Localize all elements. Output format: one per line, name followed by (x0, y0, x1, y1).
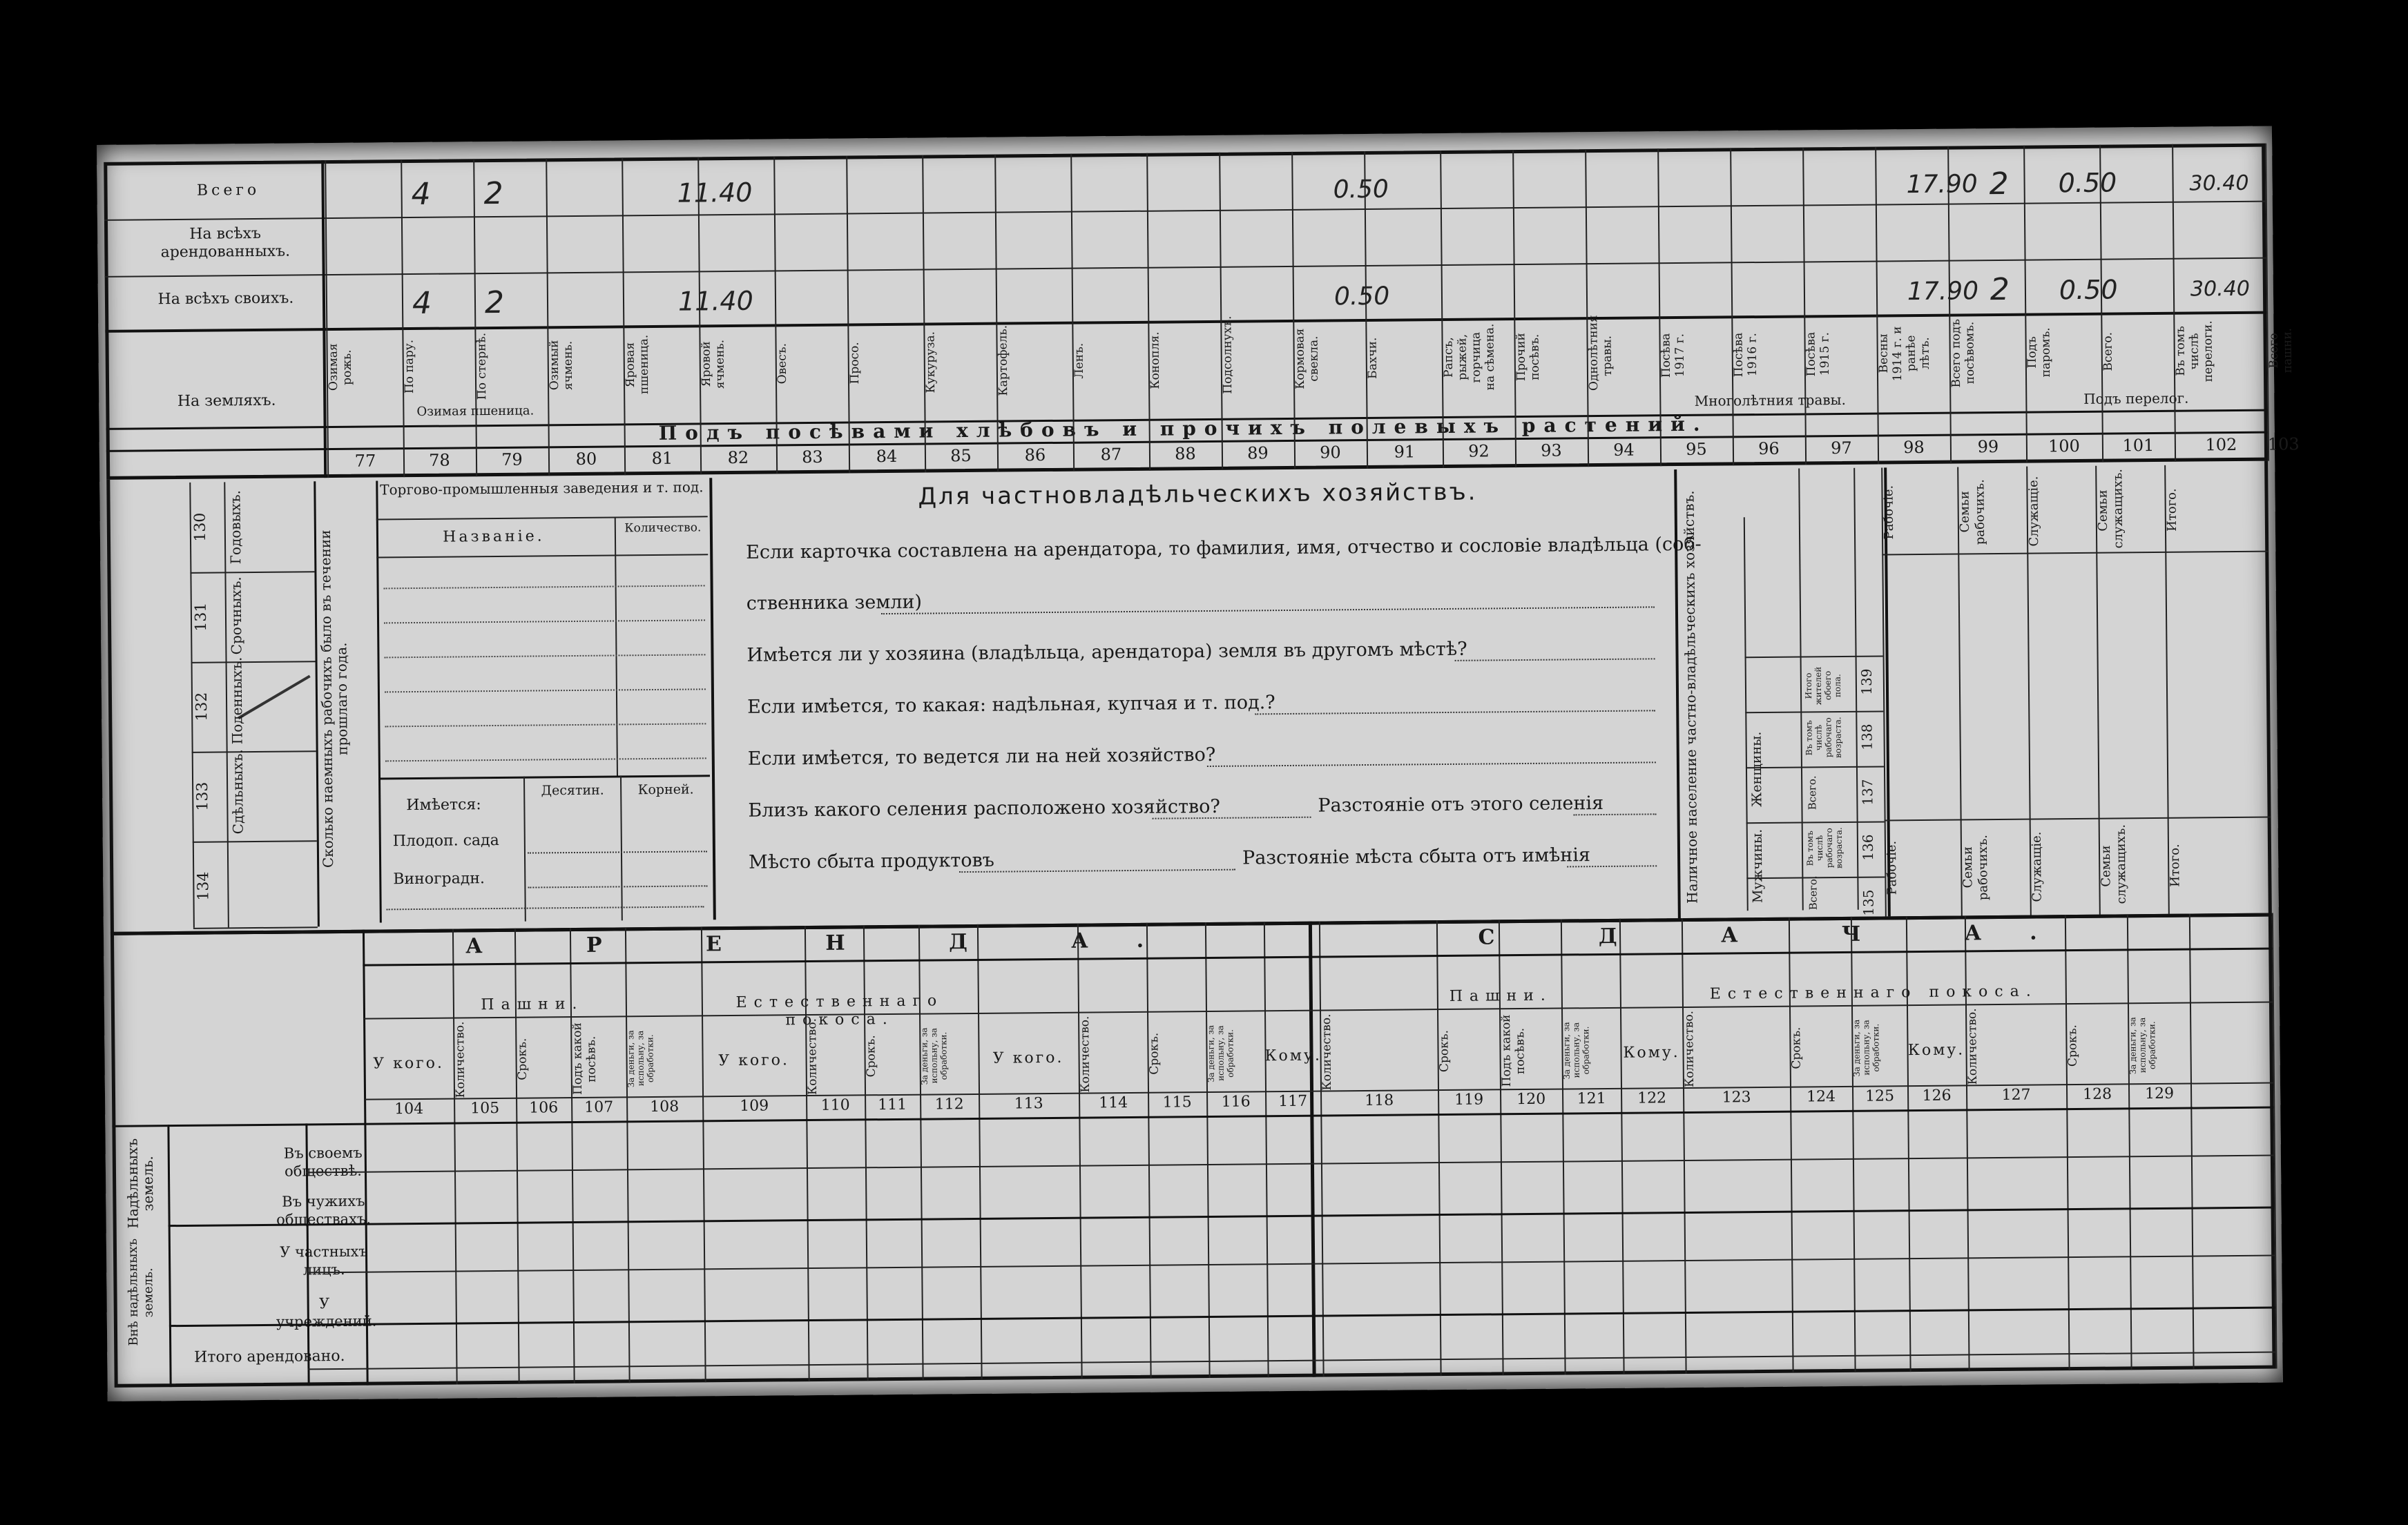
lease-col-number: 125 (1865, 1087, 1895, 1105)
column-number: 86 (1024, 445, 1046, 465)
worker-header-bottom: Семьи рабочихъ. (1960, 834, 1991, 900)
entry-own-sown: 17.90 (1907, 277, 1979, 307)
lease-col-number: 107 (584, 1098, 614, 1116)
crop-column-header: Подъ паромъ. (2025, 327, 2054, 378)
lease-col-header: Количество. (1078, 1016, 1093, 1093)
hired-workers-block (97, 126, 2272, 145)
entry-own-barley: 11.40 (677, 285, 753, 317)
column-number: 90 (1320, 443, 1341, 463)
lease-col-header: Подъ какой посѣвъ. (570, 1022, 599, 1096)
crop-column-header: Подсолнухъ. (1220, 315, 1235, 394)
worker-header-top: Итого. (2164, 488, 2180, 532)
column-number: 92 (1468, 441, 1490, 461)
nadel-label: Надѣльныхъ земель. (124, 1138, 157, 1229)
lease-row-institutions: У учреждений. (276, 1295, 377, 1330)
lease-col-number: 121 (1577, 1089, 1606, 1108)
lease-col-number: 111 (878, 1096, 907, 1114)
lease-col-header: Срокъ. (864, 1035, 878, 1078)
trade-name-header: Названіе. (443, 527, 545, 546)
worker-header-bottom: Служащіе. (2029, 831, 2045, 902)
form-q6b: Разстояніе мѣста сбыта отъ имѣнія (1242, 844, 1591, 869)
lease-col-number: 106 (529, 1099, 559, 1117)
vne-label: Внѣ надѣльныхъ земель. (125, 1239, 156, 1347)
column-number: 77 (354, 451, 376, 471)
group-winter-wheat: Озимая пшеница. (416, 403, 534, 419)
trade-title: Торгово-промышленныя заведения и т. под. (380, 478, 704, 498)
entry-total-barley: 11.40 (677, 177, 753, 208)
entry-total-arable: 30.40 (2189, 171, 2249, 196)
entry-own-fallow: 2 (1990, 271, 2010, 308)
garden-roots: Корней. (637, 781, 694, 798)
form-q5b: Разстояніе отъ этого селенія (1318, 792, 1604, 817)
lease-col-header: Кому. (1907, 1041, 1965, 1060)
hired-number: 130 (191, 512, 210, 542)
lease-col-number: 112 (934, 1096, 964, 1114)
hired-label: Годовыхъ. (227, 489, 244, 564)
lease-group-header: Пашни. (1449, 987, 1552, 1005)
column-number: 95 (1686, 439, 1707, 459)
worker-header-bottom: Рабочіе. (1884, 840, 1900, 895)
pop-total-label: Всего. (1807, 875, 1820, 911)
lease-col-number: 124 (1807, 1088, 1836, 1106)
entry-total-perelog: 0.50 (2058, 167, 2117, 199)
column-number: 81 (651, 448, 673, 469)
crop-column-header: Кормовая свекла. (1293, 328, 1322, 389)
lease-col-header: Срокъ. (515, 1038, 530, 1081)
column-number: 89 (1247, 443, 1269, 463)
hired-number: 134 (195, 871, 213, 901)
lease-col-header: У кого. (373, 1054, 445, 1073)
lease-col-header: Количество. (453, 1021, 468, 1098)
row-header-lands: На земляхъ. (177, 391, 276, 410)
worker-header-top: Семьи рабочихъ. (1957, 478, 1988, 545)
crop-column-header: Озимая рожь. (326, 343, 355, 391)
column-number: 78 (429, 450, 450, 470)
lease-col-number: 127 (2001, 1086, 2031, 1104)
hired-label: Срочныхъ. (227, 576, 245, 655)
lease-col-number: 126 (1922, 1087, 1952, 1105)
row-label-own: На всѣхъ своихъ. (157, 289, 294, 309)
lease-col-header: За деньги, за испольну, за обработки. (626, 1029, 655, 1087)
group-fallow: Подъ перелог. (2083, 389, 2189, 407)
column-number: 84 (876, 446, 898, 467)
crop-column-header: Озимый ячмень. (547, 340, 576, 391)
crop-column-header: Ленъ. (1072, 342, 1087, 379)
column-number: 98 (1903, 437, 1925, 458)
entry-total-fallow: 2 (1989, 166, 2009, 202)
arenda-title: А Р Е Н Д А. (465, 928, 1193, 959)
lease-col-number: 129 (2145, 1085, 2175, 1103)
form-q1a: Если карточка составлена на арендатора, то фамилия, имя, отчество и сословіе владѣльца (соб- (746, 533, 1702, 563)
pop-number: 139 (1858, 668, 1876, 695)
lease-col-number: 120 (1516, 1090, 1546, 1109)
lease-col-number: 115 (1162, 1094, 1192, 1111)
lease-col-header: Кому. (1264, 1047, 1322, 1065)
crop-column-header: Овесъ. (775, 342, 790, 385)
worker-header-bottom: Итого. (2167, 844, 2183, 888)
lease-col-header: Подъ какой посѣвъ. (1499, 1014, 1528, 1087)
lease-col-number: 113 (1014, 1095, 1043, 1113)
lease-col-number: 118 (1365, 1091, 1394, 1110)
crop-column-header: Бахчи. (1365, 337, 1380, 380)
lease-col-header: Количество. (1965, 1008, 1980, 1085)
crop-column-header: Однолѣтния травы. (1586, 315, 1615, 391)
pop-number: 135 (1860, 889, 1877, 916)
lease-col-number: 123 (1722, 1089, 1751, 1107)
form-q3: Если имѣется, то какая: надѣльная, купчая и т. под.? (747, 692, 1275, 718)
entry-own-melons: 0.50 (1333, 282, 1390, 311)
crop-column-header: Кукуруза. (923, 331, 938, 394)
column-number: 80 (575, 449, 597, 469)
entry-total-rye-fallow: 4 (411, 176, 431, 213)
lease-col-header: Срокъ. (1437, 1030, 1452, 1073)
workers-block (97, 126, 2272, 145)
pop-working-label: Въ томъ числѣ рабочаго возраста. (1804, 827, 1844, 868)
garden-desyat: Десятин. (541, 782, 604, 799)
entry-own-rye-fallow: 4 (412, 285, 432, 322)
lease-col-number: 122 (1637, 1089, 1667, 1107)
trade-lines (97, 126, 2272, 145)
lease-col-header: Кому. (1623, 1044, 1680, 1062)
column-number: 88 (1175, 444, 1196, 464)
entry-own-arable: 30.40 (2190, 276, 2250, 302)
form-q2: Имѣется ли у хозяина (владѣльца, арендатора) земля въ другомъ мѣстѣ? (747, 638, 1467, 666)
column-number: 100 (2048, 436, 2080, 456)
census-card-sheet (97, 126, 2300, 1401)
form-title: Для частновладѣльческихъ хозяйствъ. (918, 478, 1478, 511)
lease-col-header: Срокъ. (2065, 1024, 2080, 1067)
worker-header-top: Рабочіе. (1881, 485, 1897, 540)
lease-row-own-society: Въ своемъ обществѣ. (283, 1144, 363, 1180)
entry-own-stubble: 2 (484, 284, 505, 321)
lease-col-number: 105 (470, 1099, 500, 1118)
lease-col-number: 104 (394, 1100, 424, 1118)
lease-col-number: 128 (2083, 1085, 2112, 1103)
crop-column-header: Прочий посѣвъ. (1514, 333, 1543, 382)
column-number: 79 (501, 449, 523, 469)
pop-working-label: Въ томъ числѣ рабочаго возраста. (1804, 717, 1843, 758)
crop-column-header: Весны 1914 г. и ранѣе лѣтъ. (1876, 326, 1932, 382)
crop-column-header: По стернѣ. (474, 332, 490, 400)
hired-number: 132 (193, 692, 211, 721)
lease-col-header: У кого. (718, 1051, 790, 1070)
lease-row-private: У частныхъ лицъ. (280, 1243, 368, 1279)
column-number: 82 (727, 447, 749, 468)
column-number: 93 (1541, 440, 1562, 460)
crop-columns (97, 126, 2272, 145)
worker-header-top: Служащіе. (2026, 476, 2042, 547)
column-number: 102 (2205, 434, 2237, 455)
pop-number: 136 (1859, 834, 1877, 861)
row-label-leased: На всѣхъ арендованныхъ. (160, 224, 291, 262)
pop-men-label: Мужчины. (1749, 828, 1766, 903)
sown-banner: Подъ посѣвами хлѣбовъ и прочихъ полевыхъ растений. (658, 412, 1708, 445)
lease-col-number: 110 (820, 1096, 850, 1114)
entry-own-perelog: 0.50 (2059, 274, 2118, 306)
sdacha-title: С Д А Ч А. (1478, 920, 2086, 950)
form-q4: Если имѣется, то ведется ли на ней хозяйство? (747, 744, 1216, 770)
garden-vineyard: Виноградн. (393, 870, 485, 888)
lease-col-header: У кого. (992, 1049, 1064, 1067)
crop-column-header: Всего подъ посѣвомъ. (1949, 318, 1978, 388)
population-grid (97, 126, 2272, 145)
crop-column-header: Конопля. (1148, 331, 1163, 389)
hired-number: 131 (192, 602, 211, 632)
crop-column-header: Всего. (2101, 332, 2115, 371)
lease-col-header: За деньги, за испольну, за обработки. (1206, 1024, 1235, 1082)
column-number: 101 (2122, 436, 2155, 456)
lease-group-header: Пашни. (481, 995, 584, 1014)
worker-header-bottom: Семьи служащихъ. (2098, 824, 2129, 904)
column-number: 96 (1758, 438, 1780, 459)
row-label-total: Всего (196, 181, 260, 200)
crop-column-header: Картофель. (996, 324, 1011, 396)
pop-number: 138 (1858, 723, 1876, 750)
form-q6: Мѣсто сбыта продуктовъ (748, 849, 995, 873)
hired-number: 133 (194, 781, 212, 811)
lease-col-header: За деньги, за испольну, за обработки. (2128, 1016, 2157, 1074)
lease-col-number: 119 (1454, 1091, 1484, 1109)
lease-col-header: Срокъ. (1789, 1027, 1804, 1070)
crop-column-header: Яровой ячмень. (699, 339, 728, 389)
crop-column-header: Всего пашни. (2266, 327, 2295, 373)
pop-total-label: Всего. (1806, 775, 1819, 810)
crop-column-header: Рапсъ, рыжей, горчица на сѣмена. (1441, 323, 1498, 391)
lease-col-header: За деньги, за испольну, за обработки. (1561, 1021, 1591, 1080)
lease-grid (97, 126, 2272, 145)
lease-col-header: Количество. (805, 1018, 820, 1096)
hired-label: Поденныхъ. (228, 657, 246, 745)
trade-qty-header: Количество. (624, 521, 702, 536)
worker-header-top: Семьи служащихъ. (2095, 468, 2126, 549)
crop-column-header: Въ томъ числѣ перелоги. (2173, 320, 2216, 382)
lease-col-header: Количество. (1682, 1010, 1697, 1088)
lease-group-header: Естественнаго покоса. (735, 992, 944, 1029)
crop-column-header: Посѣва 1916 г. (1731, 332, 1760, 378)
lease-col-number: 109 (740, 1097, 769, 1115)
lease-col-number: 108 (650, 1098, 680, 1116)
hired-question: Сколько наемныхъ рабочихъ было въ течении прошлаго года. (316, 530, 351, 868)
column-number: 85 (950, 445, 972, 466)
lease-col-header: Срокъ. (1147, 1033, 1162, 1076)
crop-column-header: По пару. (402, 339, 417, 394)
population-title: Наличное население частно-владѣльческихъ хозяйствъ. (1680, 490, 1701, 904)
lease-group-header: Естественнаго покоса. (1709, 982, 2038, 1003)
crop-column-header: Яровая пшеница. (623, 334, 652, 395)
column-number: 103 (2267, 434, 2300, 454)
garden-has: Имѣется: (406, 796, 481, 815)
lease-col-header: За деньги, за испольну, за обработки. (1851, 1019, 1881, 1077)
pop-number: 137 (1859, 779, 1876, 806)
lease-row-total: Итого арендовано. (193, 1347, 345, 1366)
lease-col-number: 117 (1278, 1092, 1308, 1111)
crop-column-header: Посѣва 1915 г. (1804, 331, 1833, 377)
pop-all-label: Итого жителей обоего пола. (1803, 666, 1843, 706)
hired-label: Сдѣльныхъ. (229, 749, 247, 835)
lease-col-header: Количество. (1320, 1013, 1335, 1091)
pop-women-label: Женщины. (1749, 731, 1765, 807)
entry-total-sown: 17.90 (1906, 170, 1978, 200)
column-number: 83 (802, 447, 823, 467)
lease-row-other-society: Въ чужихъ обществахъ. (276, 1192, 372, 1228)
column-number: 99 (1977, 436, 1999, 457)
column-number: 97 (1831, 438, 1852, 458)
crop-column-header: Просо. (847, 341, 863, 385)
entry-total-melons: 0.50 (1333, 175, 1389, 204)
lease-col-number: 114 (1099, 1094, 1128, 1112)
column-number: 87 (1100, 445, 1122, 465)
column-number: 94 (1613, 440, 1635, 460)
lease-col-header: За деньги, за испольну, за обработки. (919, 1027, 949, 1085)
column-number: 91 (1394, 442, 1416, 462)
lease-col-number: 116 (1221, 1093, 1251, 1111)
form-q1b: ственника земли) (746, 591, 923, 614)
crop-column-header: Посѣва 1917 г. (1659, 333, 1688, 378)
entry-total-stubble: 2 (483, 175, 503, 212)
group-perennial-grass: Многолѣтния травы. (1694, 391, 1846, 409)
garden-orchard: Плодоп. сада (392, 831, 499, 851)
form-q5: Близъ какого селения расположено хозяйство? (748, 795, 1220, 822)
